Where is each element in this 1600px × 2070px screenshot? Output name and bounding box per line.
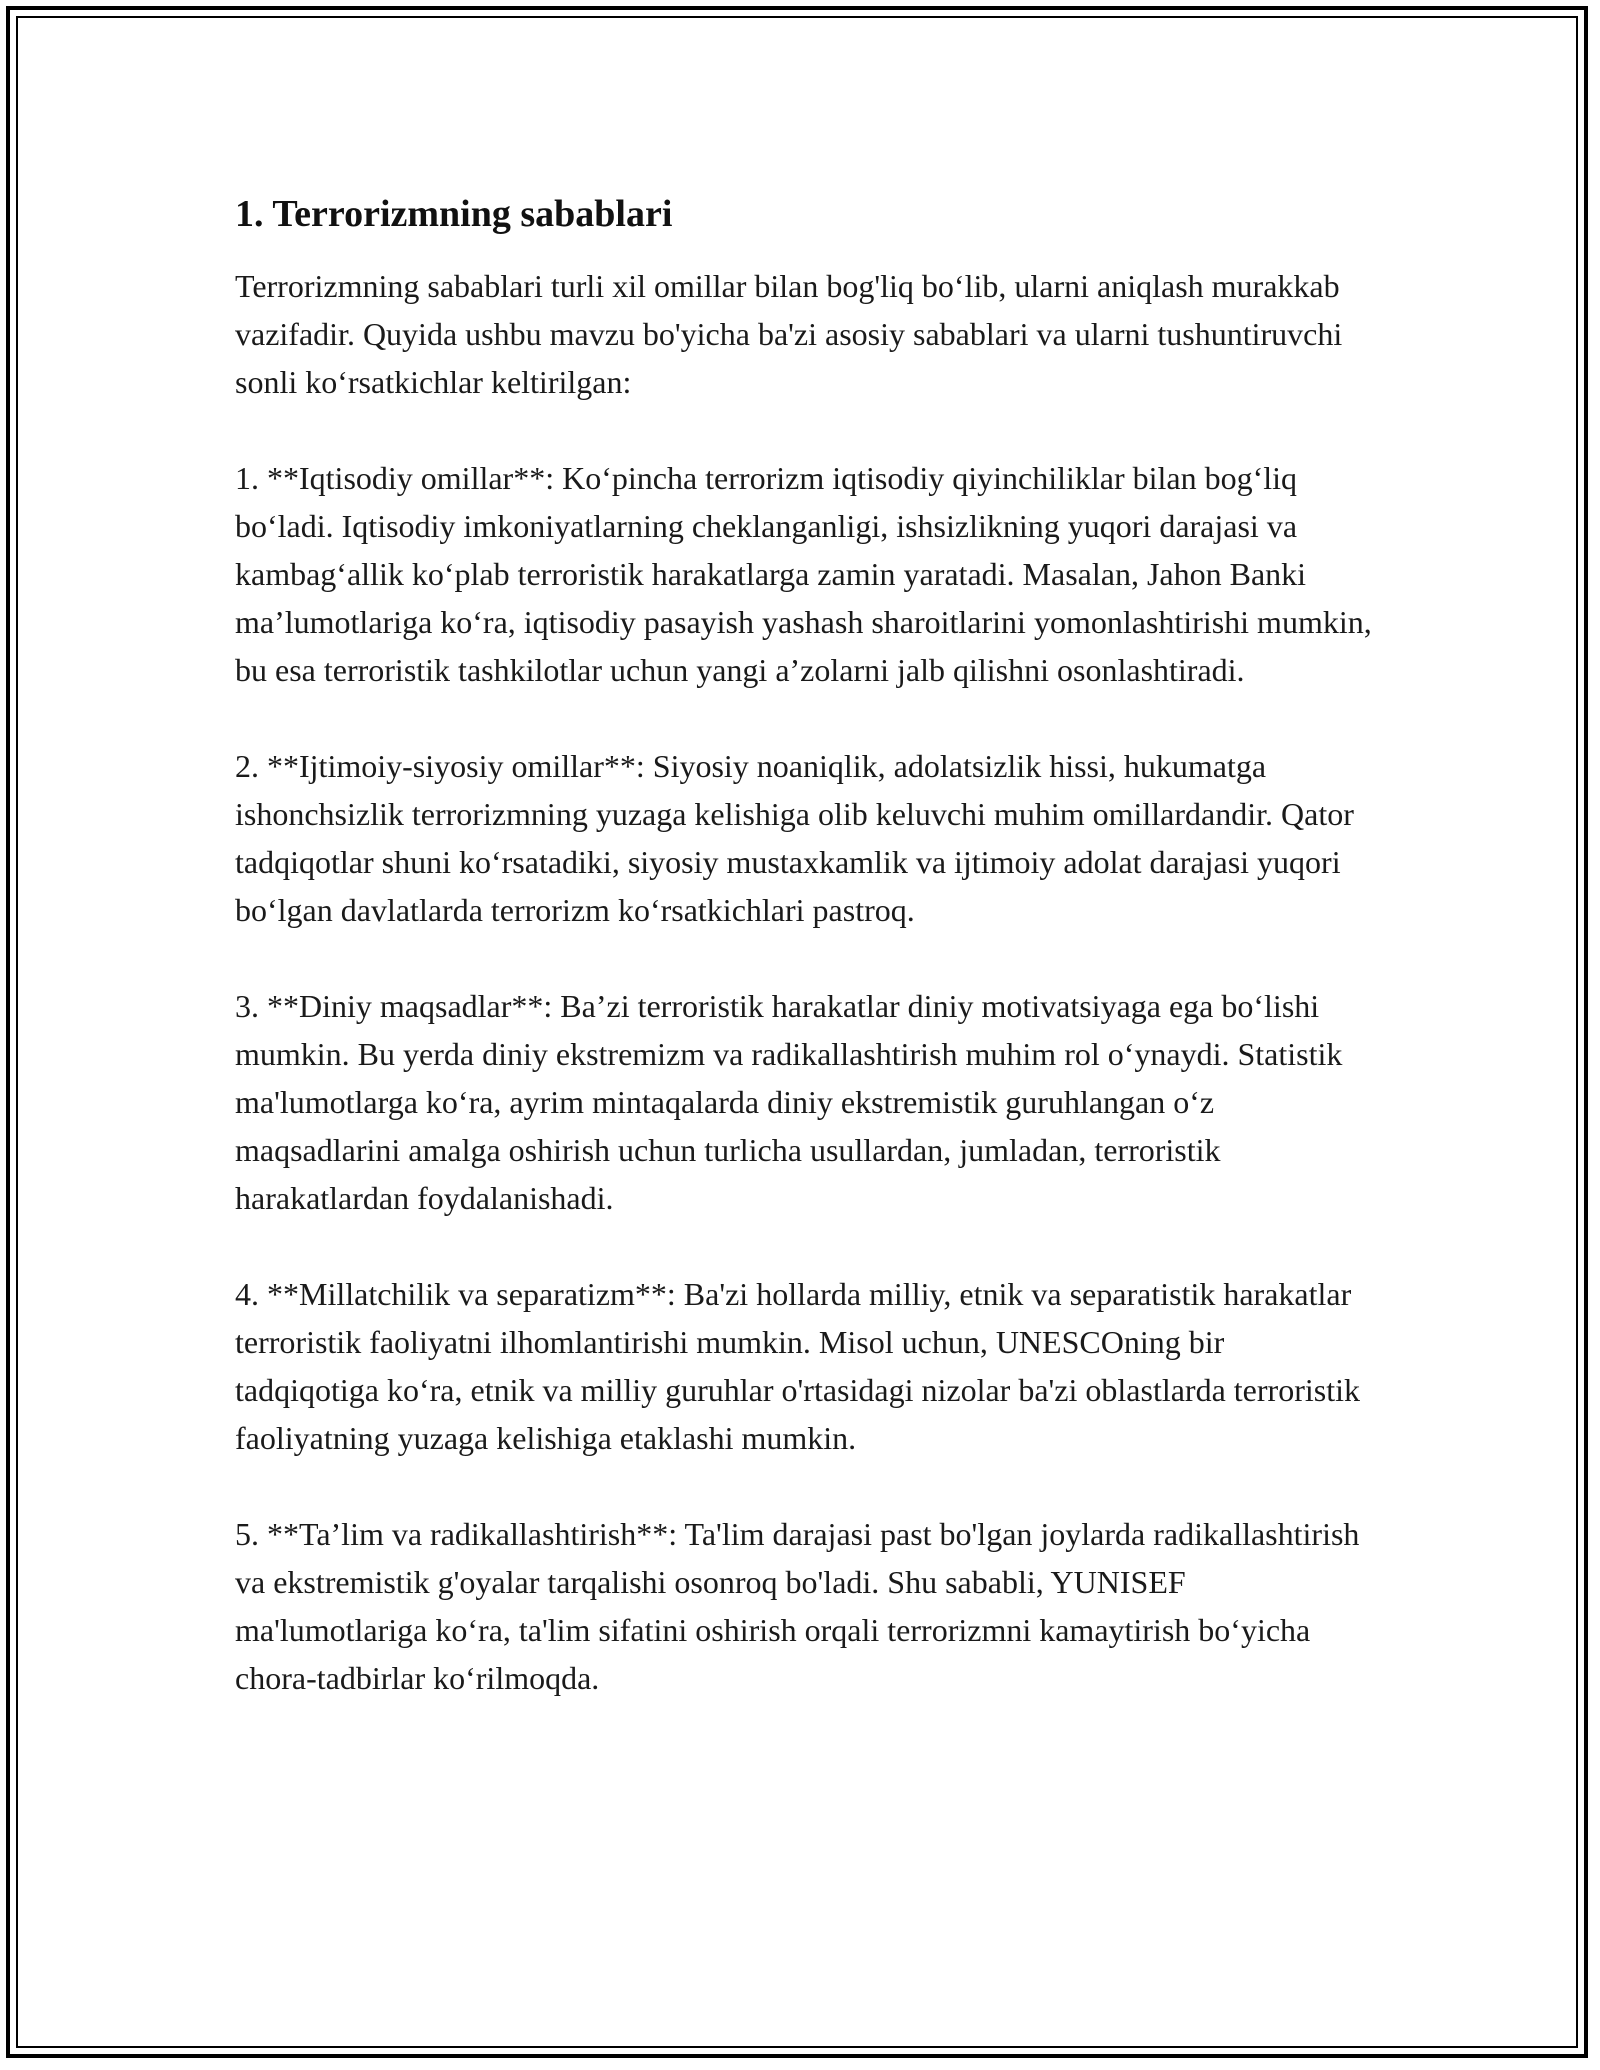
paragraph-education-radicalization: 5. **Ta’lim va radikallashtirish**: Ta'lim darajasi past bo'lgan joylarda radikallashtirish va ekstremistik g'oyalar tarqalishi osonroq bo'ladi. Shu sababli, YUNISEF ma'lumotlariga ko‘ra, ta'lim sifatini oshirish orqali terrorizmni kamaytirish bo‘yicha chora-tadbirlar ko‘rilmoqda.	[235, 1516, 1360, 1696]
section-heading: 1. Terrorizmning sabablari	[235, 193, 673, 235]
document-body	[235, 186, 1375, 1750]
intro-paragraph: Terrorizmning sabablari turli xil omillar bilan bog'liq bo‘lib, ularni aniqlash murakkab vazifadir. Quyida ushbu mavzu bo'yicha ba'zi asosiy sabablari va ularni tushuntiruvchi sonli ko‘rsatkichlar keltirilgan:	[235, 268, 1343, 400]
paragraph-economic-factors: 1. **Iqtisodiy omillar**: Ko‘pincha terrorizm iqtisodiy qiyinchiliklar bilan bog‘liq bo‘ladi. Iqtisodiy imkoniyatlarning cheklanganligi, ishsizlikning yuqori darajasi va kambag‘allik ko‘plab terroristik harakatlarga zamin yaratadi. Masalan, Jahon Banki ma’lumotlariga ko‘ra, iqtisodiy pasayish yashash sharoitlarini yomonlashtirishi mumkin, bu esa terroristik tashkilotlar uchun yangi a’zolarni jalb qilishni osonlashtiradi.	[235, 460, 1372, 688]
paragraph-nationalism-separatism: 4. **Millatchilik va separatizm**: Ba'zi hollarda milliy, etnik va separatistik harakatlar terroristik faoliyatni ilhomlantirishi mumkin. Misol uchun, UNESCOning bir tadqiqotiga ko‘ra, etnik va milliy guruhlar o'rtasidagi nizolar ba'zi oblastlarda terroristik faoliyatning yuzaga kelishiga etaklashi mumkin.	[235, 1276, 1360, 1456]
paragraph-religious-goals: 3. **Diniy maqsadlar**: Ba’zi terroristik harakatlar diniy motivatsiyaga ega bo‘lishi mumkin. Bu yerda diniy ekstremizm va radikallashtirish muhim rol o‘ynaydi. Statistik ma'lumotlarga ko‘ra, ayrim mintaqalarda diniy ekstremistik guruhlangan o‘z maqsadlarini amalga oshirish uchun turlicha usullardan, jumladan, terroristik harakatlardan foydalanishadi.	[235, 988, 1343, 1216]
paragraph-sociopolitical-factors: 2. **Ijtimoiy-siyosiy omillar**: Siyosiy noaniqlik, adolatsizlik hissi, hukumatga ishonchsizlik terrorizmning yuzaga kelishiga olib keluvchi muhim omillardandir. Qator tadqiqotlar shuni ko‘rsatadiki, siyosiy mustaxkamlik va ijtimoiy adolat darajasi yuqori bo‘lgan davlatlarda terrorizm ko‘rsatkichlari pastroq.	[235, 748, 1354, 928]
